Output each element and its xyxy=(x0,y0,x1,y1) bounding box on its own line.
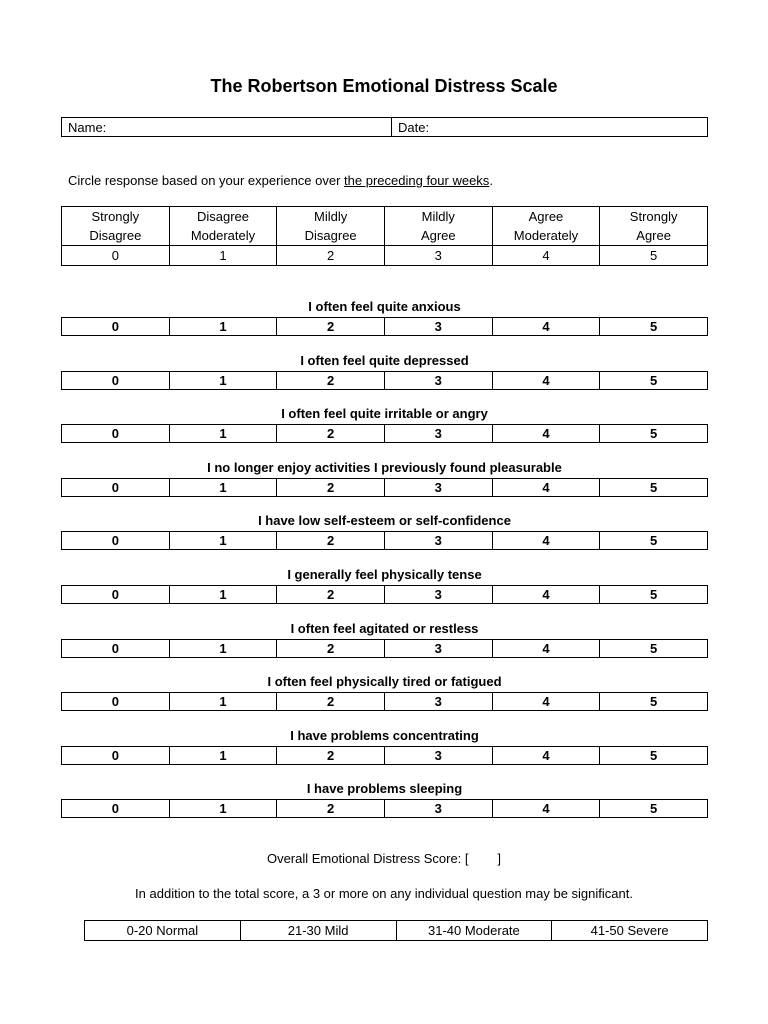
question-scale xyxy=(61,585,708,604)
scale-option[interactable]: 0 xyxy=(62,586,170,604)
scale-option[interactable]: 2 xyxy=(277,800,385,818)
scale-option[interactable]: 3 xyxy=(384,586,492,604)
question-text: I often feel quite depressed xyxy=(300,353,469,368)
question-text: I have low self-esteem or self-confidence xyxy=(258,513,511,528)
scale-option[interactable]: 1 xyxy=(169,747,277,765)
question-text: I often feel agitated or restless xyxy=(290,621,479,636)
scale-option[interactable]: 3 xyxy=(384,372,492,390)
name-field[interactable]: Name: xyxy=(62,118,392,137)
overall-score: Overall Emotional Distress Score: [ ] xyxy=(266,851,502,866)
question-text: I often feel quite irritable or angry xyxy=(281,406,488,421)
scale-option[interactable]: 2 xyxy=(277,425,385,443)
scale-option[interactable]: 0 xyxy=(62,479,170,497)
scale-option[interactable]: 0 xyxy=(62,693,170,711)
question-scale xyxy=(61,746,708,765)
legend-label: Strongly Agree xyxy=(600,207,708,246)
scale-option[interactable]: 1 xyxy=(169,693,277,711)
scale-option[interactable]: 4 xyxy=(492,318,600,336)
scale-option[interactable]: 3 xyxy=(384,425,492,443)
scale-option[interactable]: 4 xyxy=(492,640,600,658)
scale-option[interactable]: 5 xyxy=(600,640,708,658)
scale-option[interactable]: 3 xyxy=(384,532,492,550)
scale-option[interactable]: 5 xyxy=(600,318,708,336)
scale-option[interactable]: 5 xyxy=(600,586,708,604)
scale-option[interactable]: 1 xyxy=(169,532,277,550)
scale-option[interactable]: 2 xyxy=(277,586,385,604)
score-ranges-table xyxy=(84,920,708,941)
question-text: I no longer enjoy activities I previously found pleasurable xyxy=(207,460,562,475)
scale-option[interactable]: 0 xyxy=(62,800,170,818)
scale-option[interactable]: 4 xyxy=(492,800,600,818)
legend-value: 0 xyxy=(62,246,170,266)
scale-option[interactable]: 4 xyxy=(492,532,600,550)
scale-option[interactable]: 3 xyxy=(384,479,492,497)
scale-option[interactable]: 5 xyxy=(600,425,708,443)
scale-option[interactable]: 0 xyxy=(62,532,170,550)
scale-option[interactable]: 4 xyxy=(492,479,600,497)
scale-option[interactable]: 0 xyxy=(62,372,170,390)
scale-option[interactable]: 1 xyxy=(169,425,277,443)
scale-option[interactable]: 2 xyxy=(277,693,385,711)
question-text: I often feel physically tired or fatigued xyxy=(267,674,502,689)
legend-label: Mildly Disagree xyxy=(277,207,385,246)
scale-option[interactable]: 1 xyxy=(169,800,277,818)
question-text: I generally feel physically tense xyxy=(287,567,482,582)
scale-option[interactable]: 5 xyxy=(600,532,708,550)
question-text: I have problems concentrating xyxy=(290,728,479,743)
range-moderate: 31-40 Moderate xyxy=(396,921,552,941)
scale-option[interactable]: 5 xyxy=(600,747,708,765)
response-legend-table xyxy=(61,206,708,266)
scale-option[interactable]: 2 xyxy=(277,372,385,390)
legend-label: Agree Moderately xyxy=(492,207,600,246)
legend-label: Strongly Disagree xyxy=(62,207,170,246)
scale-option[interactable]: 5 xyxy=(600,693,708,711)
legend-value: 4 xyxy=(492,246,600,266)
scale-option[interactable]: 4 xyxy=(492,747,600,765)
question-scale xyxy=(61,639,708,658)
scale-option[interactable]: 3 xyxy=(384,640,492,658)
legend-label: Disagree Moderately xyxy=(169,207,277,246)
scale-option[interactable]: 1 xyxy=(169,640,277,658)
scale-option[interactable]: 5 xyxy=(600,800,708,818)
scale-option[interactable]: 1 xyxy=(169,586,277,604)
scale-option[interactable]: 1 xyxy=(169,479,277,497)
scale-option[interactable]: 3 xyxy=(384,747,492,765)
scale-option[interactable]: 5 xyxy=(600,372,708,390)
legend-value: 5 xyxy=(600,246,708,266)
scale-option[interactable]: 3 xyxy=(384,800,492,818)
range-mild: 21-30 Mild xyxy=(240,921,396,941)
scale-option[interactable]: 5 xyxy=(600,479,708,497)
page-title: The Robertson Emotional Distress Scale xyxy=(210,76,558,96)
instruction-underlined: the preceding four weeks xyxy=(344,173,490,188)
question-text: I often feel quite anxious xyxy=(308,299,461,314)
range-normal: 0-20 Normal xyxy=(85,921,241,941)
scale-option[interactable]: 3 xyxy=(384,693,492,711)
scale-option[interactable]: 2 xyxy=(277,479,385,497)
significance-note: In addition to the total score, a 3 or more on any individual question may be significant. xyxy=(135,886,633,901)
instruction-suffix: . xyxy=(489,173,493,188)
question-text: I have problems sleeping xyxy=(306,781,463,796)
scale-option[interactable]: 4 xyxy=(492,693,600,711)
scale-option[interactable]: 0 xyxy=(62,318,170,336)
question-scale xyxy=(61,317,708,336)
instructions xyxy=(68,173,493,188)
scale-option[interactable]: 0 xyxy=(62,747,170,765)
question-scale xyxy=(61,531,708,550)
question-scale xyxy=(61,371,708,390)
scale-option[interactable]: 2 xyxy=(277,640,385,658)
scale-option[interactable]: 4 xyxy=(492,372,600,390)
range-severe: 41-50 Severe xyxy=(552,921,708,941)
scale-option[interactable]: 1 xyxy=(169,372,277,390)
legend-label: Mildly Agree xyxy=(384,207,492,246)
scale-option[interactable]: 2 xyxy=(277,318,385,336)
question-scale xyxy=(61,799,708,818)
question-scale xyxy=(61,692,708,711)
scale-option[interactable]: 2 xyxy=(277,532,385,550)
legend-value: 3 xyxy=(384,246,492,266)
legend-value: 1 xyxy=(169,246,277,266)
scale-option[interactable]: 0 xyxy=(62,640,170,658)
scale-option[interactable]: 1 xyxy=(169,318,277,336)
scale-option[interactable]: 3 xyxy=(384,318,492,336)
scale-option[interactable]: 4 xyxy=(492,586,600,604)
question-scale xyxy=(61,424,708,443)
date-field[interactable]: Date: xyxy=(392,118,708,137)
instruction-prefix: Circle response based on your experience over xyxy=(68,173,345,188)
info-table xyxy=(61,117,708,137)
legend-value: 2 xyxy=(277,246,385,266)
scale-option[interactable]: 2 xyxy=(277,747,385,765)
scale-option[interactable]: 0 xyxy=(62,425,170,443)
scale-option[interactable]: 4 xyxy=(492,425,600,443)
question-scale xyxy=(61,478,708,497)
